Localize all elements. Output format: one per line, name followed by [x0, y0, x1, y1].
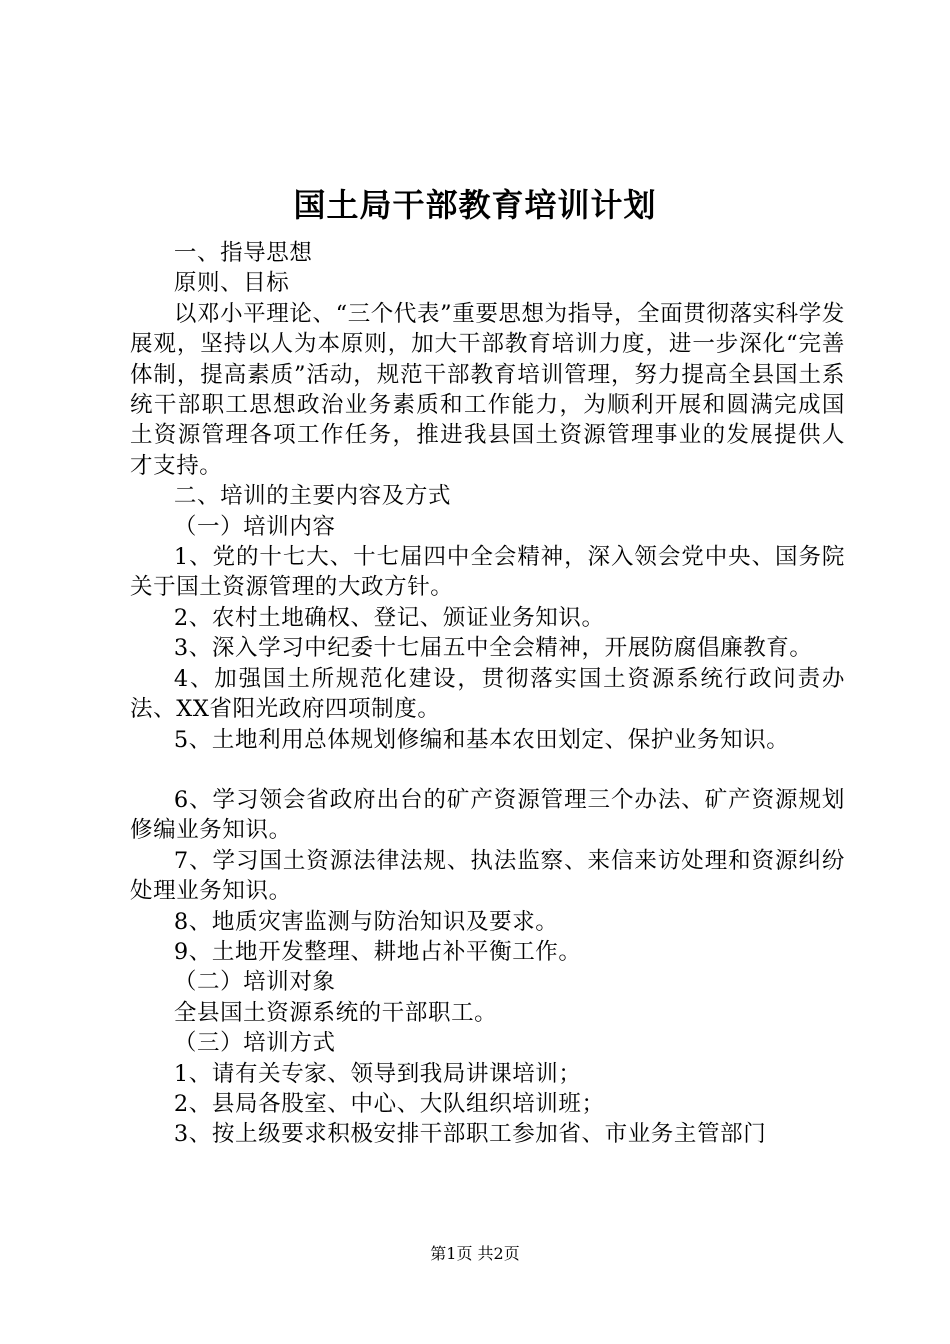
list-item-content-9: 9、土地开发整理、耕地占补平衡工作。 — [173, 938, 582, 965]
paragraph-training-targets: 全县国土资源系统的干部职工。 — [173, 999, 498, 1026]
document-title: 国土局干部教育培训计划 — [293, 186, 657, 224]
list-item-content-3: 3、深入学习中纪委十七届五中全会精神，开展防腐倡廉教育。 — [173, 635, 813, 662]
subheading-training-content: （一）培训内容 — [173, 513, 336, 540]
section-heading-content-methods: 二、培训的主要内容及方式 — [173, 483, 452, 510]
document-body — [130, 238, 845, 1150]
list-item-method-2: 2、县局各股室、中心、大队组织培训班； — [173, 1090, 605, 1117]
section-heading-guiding-ideology: 一、指导思想 — [173, 240, 313, 266]
subheading-training-methods: （三）培训方式 — [173, 1030, 336, 1057]
list-item-method-1: 1、请有关专家、领导到我局讲课培训； — [173, 1060, 582, 1087]
list-item-content-7: 7、学习国土资源法律法规、执法监察、来信来访处理和资源纠纷处理业务知识。 — [130, 847, 845, 905]
paragraph-guiding-ideology: 以邓小平理论、“三个代表”重要思想为指导，全面贯彻落实科学发展观，坚持以人为本原则，加大干部教育培训力度，进一步深化“完善体制，提高素质”活动，规范干部教育培训管理，努力提高全县国土系统干部职工思想政治业务素质和工作能力，为顺利开展和圆满完成国土资源管理各项工作任务，推进我县国土资源管理事业的发展提供人才支持。 — [130, 300, 845, 479]
page-footer: 第1页 共2页 — [430, 1244, 520, 1263]
list-item-content-2: 2、农村土地确权、登记、颁证业务知识。 — [173, 604, 605, 631]
list-item-content-5: 5、土地利用总体规划修编和基本农田划定、保护业务知识。 — [173, 726, 790, 753]
list-item-content-8: 8、地质灾害监测与防治知识及要求。 — [173, 908, 559, 935]
subheading-principles-goals: 原则、目标 — [173, 270, 290, 297]
list-item-content-1: 1、党的十七大、十七届四中全会精神，深入领会党中央、国务院关于国土资源管理的大政方针。 — [130, 544, 845, 601]
list-item-content-6: 6、学习领会省政府出台的矿产资源管理三个办法、矿产资源规划修编业务知识。 — [130, 786, 845, 844]
list-item-content-4: 4、加强国土所规范化建设，贯彻落实国土资源系统行政问责办法、XX省阳光政府四项制度。 — [130, 665, 845, 723]
list-item-method-3: 3、按上级要求积极安排干部职工参加省、市业务主管部门 — [173, 1121, 767, 1148]
subheading-training-targets: （二）培训对象 — [173, 969, 336, 996]
